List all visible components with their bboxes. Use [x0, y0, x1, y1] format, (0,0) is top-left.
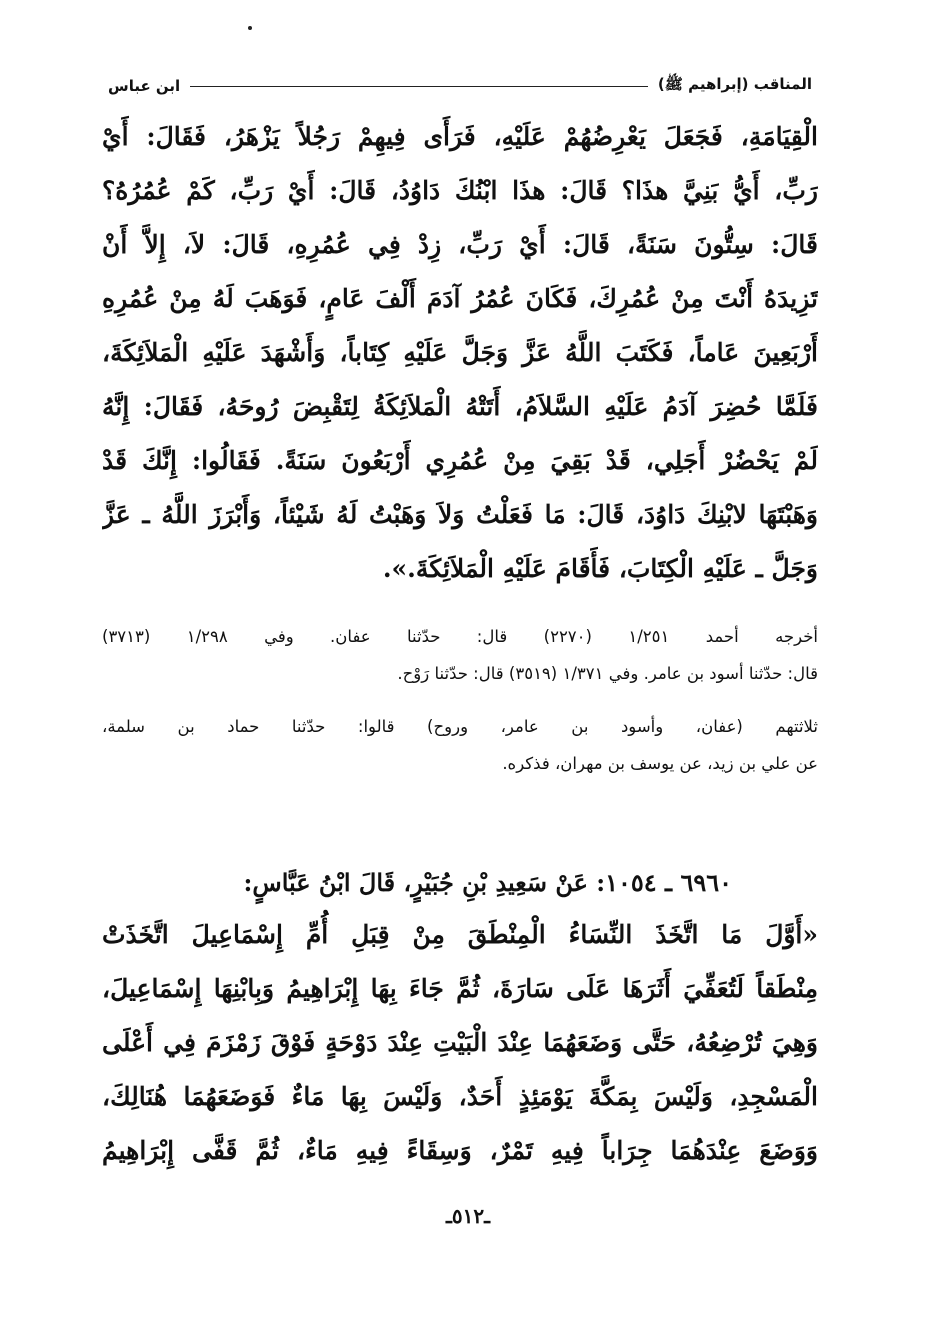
- hadith-text-continued: [102, 110, 818, 596]
- stray-mark: [248, 26, 252, 30]
- hadith-heading: ٦٩٦٠ ـ ١٠٥٤: عَنْ سَعِيدِ بْنِ جُبَيْرٍ، قَالَ ابْنُ عَبَّاسٍ:: [243, 868, 732, 897]
- text-line: الْقِيَامَةِ، فَجَعَلَ يَعْرِضُهُمْ عَلَيْهِ، فَرَأَى فِيهِمْ رَجُلاً يَزْهَرُ، فَقَالَ: أَيْ: [102, 122, 818, 151]
- text-line: وَهَبْتَهَا لابْنِكَ دَاوُدَ، قَالَ: مَا فَعَلْتُ وَلاَ وَهَبْتُ لَهُ شَيْئاً، وَأَبْرَزَ اللَّهُ ـ عَزَّ: [102, 500, 818, 529]
- text-line: تَزِيدَهُ أَنْتَ مِنْ عُمُرِكَ، فَكَانَ عُمُرُ آدَمَ أَلْفَ عَامٍ، فَوَهَبَ لَهُ مِنْ عُمُرِهِ: [102, 284, 818, 313]
- text-line: مِنْطَقاً لَتُعَفِّيَ أَثَرَهَا عَلَى سَارَةَ، ثُمَّ جَاءَ بِهَا إِبْرَاهِيمُ وَبِابْنِهَا إِسْمَاعِيلَ،: [102, 974, 818, 1003]
- footnote-line: قال: حدّثنا أسود بن عامر. وفي ١/٣٧١ (٣٥١٩) قال: حدّثنا رَوْح.: [397, 664, 818, 683]
- footnote-line: ثلاثتهم (عفان، وأسود بن عامر، وروح) قالوا: حدّثنا حماد بن سلمة،: [102, 717, 818, 736]
- text-line: الْمَسْجِدِ، وَلَيْسَ بِمَكَّةَ يَوْمَئِذٍ أَحَدٌ، وَلَيْسَ بِهَا مَاءٌ فَوَضَعَهُمَا هُنَالِكَ،: [102, 1082, 818, 1111]
- text-line: «أَوَّلَ مَا اتَّخَذَ النِّسَاءُ الْمِنْطَقَ مِنْ قِبَلِ أُمِّ إِسْمَاعِيلَ اتَّخَذَتْ: [102, 920, 818, 949]
- text-line: قَالَ: سِتُّونَ سَنَةً، قَالَ: أَيْ رَبِّ، زِدْ فِي عُمُرِهِ، قَالَ: لاَ، إِلاَّ أَنْ: [102, 230, 818, 259]
- header-rule: [190, 86, 648, 87]
- text-line: أَرْبَعِينَ عَاماً، فَكَتَبَ اللَّهُ عَزَّ وَجَلَّ عَلَيْهِ كِتَاباً، وَأَشْهَدَ عَلَيْهِ الْمَلاَئِكَةَ،: [102, 338, 818, 367]
- page-number: ـ٥١٢ـ: [446, 1204, 490, 1228]
- text-line: وَوَضَعَ عِنْدَهُمَا جِرَاباً فِيهِ تَمْرٌ، وَسِقَاءً فِيهِ مَاءٌ، ثُمَّ قَفَّى إِبْرَاهِيمُ: [102, 1136, 818, 1165]
- running-header: [108, 74, 812, 98]
- footnote-block: [102, 618, 818, 782]
- text-line: وَهِيَ تُرْضِعُهُ، حَتَّى وَضَعَهُمَا عِنْدَ الْبَيْتِ عِنْدَ دَوْحَةٍ فَوْقَ زَمْزَمَ فِي أَعْلَى: [102, 1028, 818, 1057]
- text-line: فَلَمَّا حُضِرَ آدَمُ عَلَيْهِ السَّلاَمُ، أَتَتْهُ الْمَلاَئِكَةُ لِتَقْبِضَ رُوحَهُ، فَقَالَ: إِنَّهُ: [102, 392, 818, 421]
- text-line: وَجَلَّ ـ عَلَيْهِ الْكِتَابَ، فَأَقَامَ عَلَيْهِ الْمَلاَئِكَةَ.».: [382, 554, 818, 583]
- header-narrator: ابن عباس: [108, 77, 181, 95]
- text-line: رَبِّ، أَيُّ بَنِيَّ هذَا؟ قَالَ: هذَا ابْنُكَ دَاوُدُ، قَالَ: أَيْ رَبِّ، كَمْ عُمُرُهُ؟: [102, 176, 818, 205]
- footnote-line: عن علي بن زيد، عن يوسف بن مهران، فذكره.: [502, 754, 818, 773]
- text-line: لَمْ يَحْضُرْ أَجَلِي، قَدْ بَقِيَ مِنْ عُمُرِي أَرْبَعُونَ سَنَةً. فَقَالُوا: إِنَّكَ قَدْ: [102, 446, 818, 475]
- footnote-line: أخرجه أحمد ١/٢٥١ (٢٢٧٠) قال: حدّثنا عفان. وفي ١/٢٩٨ (٣٧١٣): [102, 627, 818, 646]
- header-section-title: المناقب (إبراهيم ﷺ): [657, 75, 812, 93]
- hadith-6960: [102, 858, 818, 1178]
